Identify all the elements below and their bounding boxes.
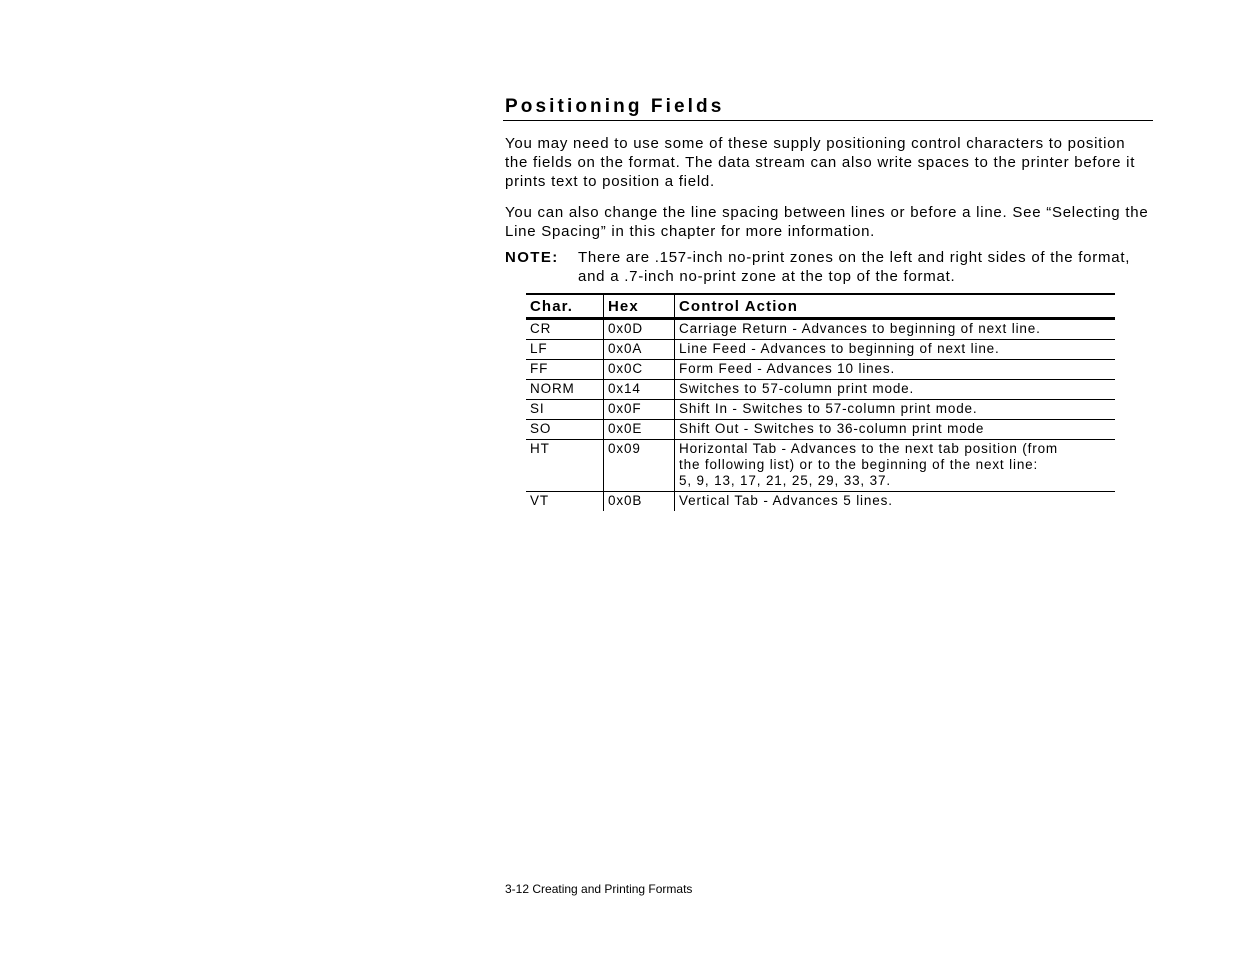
- page-content: [505, 95, 1153, 511]
- note-label: NOTE:: [505, 249, 559, 266]
- cell-char: FF: [530, 361, 549, 376]
- cell-hex: 0x0B: [604, 492, 675, 512]
- header-control-action: Control Action: [675, 294, 1116, 319]
- cell-char: VT: [530, 493, 549, 508]
- note-text: There are .157-inch no-print zones on the left and right sides of the format, and a .7-inch no-print zone at the top of the format.: [578, 249, 1131, 285]
- header-char: Char.: [530, 298, 574, 315]
- table-row: [526, 400, 1115, 420]
- cell-char: SO: [530, 421, 552, 436]
- table-row: [526, 420, 1115, 440]
- table-row: [526, 440, 1115, 492]
- table-row: [526, 360, 1115, 380]
- cell-hex: 0x0F: [604, 400, 675, 420]
- control-characters-table: [526, 293, 1115, 511]
- cell-hex: 0x0E: [604, 420, 675, 440]
- cell-hex: 0x0C: [604, 360, 675, 380]
- intro-paragraph: You may need to use some of these supply positioning control characters to position the fields on the format. The data stream can also write spaces to the printer before it prints text to position a field.: [505, 135, 1136, 190]
- cell-char: NORM: [530, 381, 575, 396]
- table-header-row: [526, 294, 1115, 319]
- cell-action: Horizontal Tab - Advances to the next tab position (from the following list) or to the beginning of the next line: 5, 9, 13, 17, 21, 25, 29, 33, 37.: [675, 440, 1116, 492]
- cell-action: Shift Out - Switches to 36-column print mode: [675, 420, 1116, 440]
- line-spacing-paragraph: You can also change the line spacing between lines or before a line. See “Selecting the Line Spacing” in this chapter for more information.: [505, 204, 1149, 240]
- cell-hex: 0x0D: [604, 319, 675, 340]
- cell-action: Carriage Return - Advances to beginning of next line.: [675, 319, 1116, 340]
- table-row: [526, 340, 1115, 360]
- table-row: [526, 319, 1115, 340]
- cell-hex: 0x0A: [604, 340, 675, 360]
- cell-action: Vertical Tab - Advances 5 lines.: [675, 492, 1116, 512]
- cell-char: CR: [530, 321, 552, 336]
- page-footer: 3-12 Creating and Printing Formats: [505, 882, 693, 896]
- cell-action: Line Feed - Advances to beginning of next line.: [675, 340, 1116, 360]
- cell-char: SI: [530, 401, 545, 416]
- cell-char: HT: [530, 441, 550, 456]
- table-row: [526, 380, 1115, 400]
- note: [505, 248, 1153, 286]
- cell-action: Form Feed - Advances 10 lines.: [675, 360, 1116, 380]
- cell-action: Shift In - Switches to 57-column print mode.: [675, 400, 1116, 420]
- cell-hex: 0x14: [604, 380, 675, 400]
- cell-action: Switches to 57-column print mode.: [675, 380, 1116, 400]
- table-row: [526, 492, 1115, 512]
- cell-char: LF: [530, 341, 548, 356]
- header-hex: Hex: [604, 294, 675, 319]
- title-rule: [503, 120, 1153, 121]
- cell-hex: 0x09: [604, 440, 675, 492]
- section-title: Positioning Fields: [505, 96, 725, 117]
